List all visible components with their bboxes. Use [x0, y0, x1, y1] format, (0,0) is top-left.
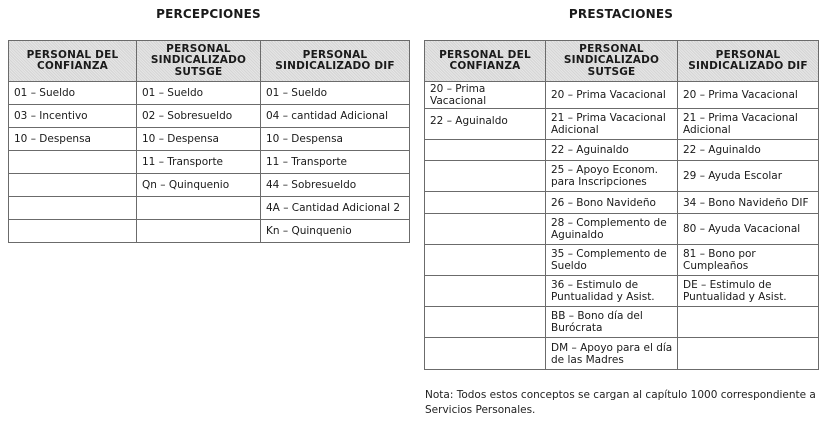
table-cell	[9, 197, 137, 220]
table-row	[425, 192, 819, 214]
table-cell: 01 – Sueldo	[9, 82, 137, 105]
table-row	[425, 161, 819, 192]
table-row	[9, 220, 410, 243]
table-cell	[425, 140, 546, 161]
percepciones-table	[8, 40, 410, 243]
header-personal-confianza: PERSONAL DEL CONFIANZA	[425, 41, 546, 82]
nota-text: Nota: Todos estos conceptos se cargan al capítulo 1000 correspondiente a Servicios Personales.	[425, 389, 816, 416]
table-cell: 20 – Prima Vacacional	[425, 82, 546, 109]
table-row	[9, 151, 410, 174]
table-cell: Kn – Quinquenio	[261, 220, 410, 243]
table-cell: 35 – Complemento de Sueldo	[546, 245, 678, 276]
header-personal-dif: PERSONAL SINDICALIZADO DIF	[678, 41, 819, 82]
percepciones-header-row	[9, 41, 410, 82]
table-cell	[678, 307, 819, 338]
table-row	[425, 140, 819, 161]
table-cell: Qn – Quinquenio	[137, 174, 261, 197]
prestaciones-table	[424, 40, 819, 370]
table-cell: 10 – Despensa	[261, 128, 410, 151]
table-cell: 4A – Cantidad Adicional 2	[261, 197, 410, 220]
table-row	[9, 197, 410, 220]
table-row	[425, 307, 819, 338]
table-cell: 25 – Apoyo Econom. para Inscripciones	[546, 161, 678, 192]
table-row	[425, 82, 819, 109]
table-cell	[137, 220, 261, 243]
table-cell: 28 – Complemento de Aguinaldo	[546, 214, 678, 245]
table-cell	[425, 245, 546, 276]
table-cell: 04 – cantidad Adicional	[261, 105, 410, 128]
table-cell: 10 – Despensa	[137, 128, 261, 151]
table-cell: 22 – Aguinaldo	[425, 109, 546, 140]
table-cell	[678, 338, 819, 370]
table-row	[425, 245, 819, 276]
percepciones-title: PERCEPCIONES	[156, 7, 261, 21]
table-cell	[425, 214, 546, 245]
table-cell	[425, 276, 546, 307]
table-row	[9, 82, 410, 105]
table-cell	[9, 174, 137, 197]
table-cell: 20 – Prima Vacacional	[546, 82, 678, 109]
table-cell: 22 – Aguinaldo	[546, 140, 678, 161]
table-row	[9, 128, 410, 151]
prestaciones-title: PRESTACIONES	[568, 7, 674, 21]
table-cell: 80 – Ayuda Vacacional	[678, 214, 819, 245]
table-row	[425, 338, 819, 370]
table-cell	[425, 338, 546, 370]
table-cell	[425, 192, 546, 214]
table-cell: 11 – Transporte	[137, 151, 261, 174]
table-cell	[9, 220, 137, 243]
table-row	[9, 105, 410, 128]
table-cell: 26 – Bono Navideño	[546, 192, 678, 214]
table-cell: 11 – Transporte	[261, 151, 410, 174]
table-cell: DE – Estimulo de Puntualidad y Asist.	[678, 276, 819, 307]
prestaciones-header-row	[425, 41, 819, 82]
table-cell: 34 – Bono Navideño DIF	[678, 192, 819, 214]
table-cell: 02 – Sobresueldo	[137, 105, 261, 128]
table-cell: 03 – Incentivo	[9, 105, 137, 128]
table-cell: BB – Bono día del Burócrata	[546, 307, 678, 338]
table-cell: 20 – Prima Vacacional	[678, 82, 819, 109]
table-cell: 29 – Ayuda Escolar	[678, 161, 819, 192]
header-personal-confianza: PERSONAL DEL CONFIANZA	[9, 41, 137, 82]
table-cell: 01 – Sueldo	[137, 82, 261, 105]
table-cell: DM – Apoyo para el día de las Madres	[546, 338, 678, 370]
table-cell: 81 – Bono por Cumpleaños	[678, 245, 819, 276]
table-row	[9, 174, 410, 197]
header-personal-dif: PERSONAL SINDICALIZADO DIF	[261, 41, 410, 82]
table-row	[425, 276, 819, 307]
table-cell: 44 – Sobresueldo	[261, 174, 410, 197]
table-cell	[425, 307, 546, 338]
header-personal-sutsge: PERSONAL SINDICALIZADO SUTSGE	[546, 41, 678, 82]
table-row	[425, 214, 819, 245]
table-cell: 22 – Aguinaldo	[678, 140, 819, 161]
table-cell: 10 – Despensa	[9, 128, 137, 151]
table-row	[425, 109, 819, 140]
table-cell: 21 – Prima Vacacional Adicional	[678, 109, 819, 140]
table-cell	[425, 161, 546, 192]
header-personal-sutsge: PERSONAL SINDICALIZADO SUTSGE	[137, 41, 261, 82]
table-cell	[9, 151, 137, 174]
table-cell: 01 – Sueldo	[261, 82, 410, 105]
table-cell: 21 – Prima Vacacional Adicional	[546, 109, 678, 140]
table-cell: 36 – Estimulo de Puntualidad y Asist.	[546, 276, 678, 307]
table-cell	[137, 197, 261, 220]
